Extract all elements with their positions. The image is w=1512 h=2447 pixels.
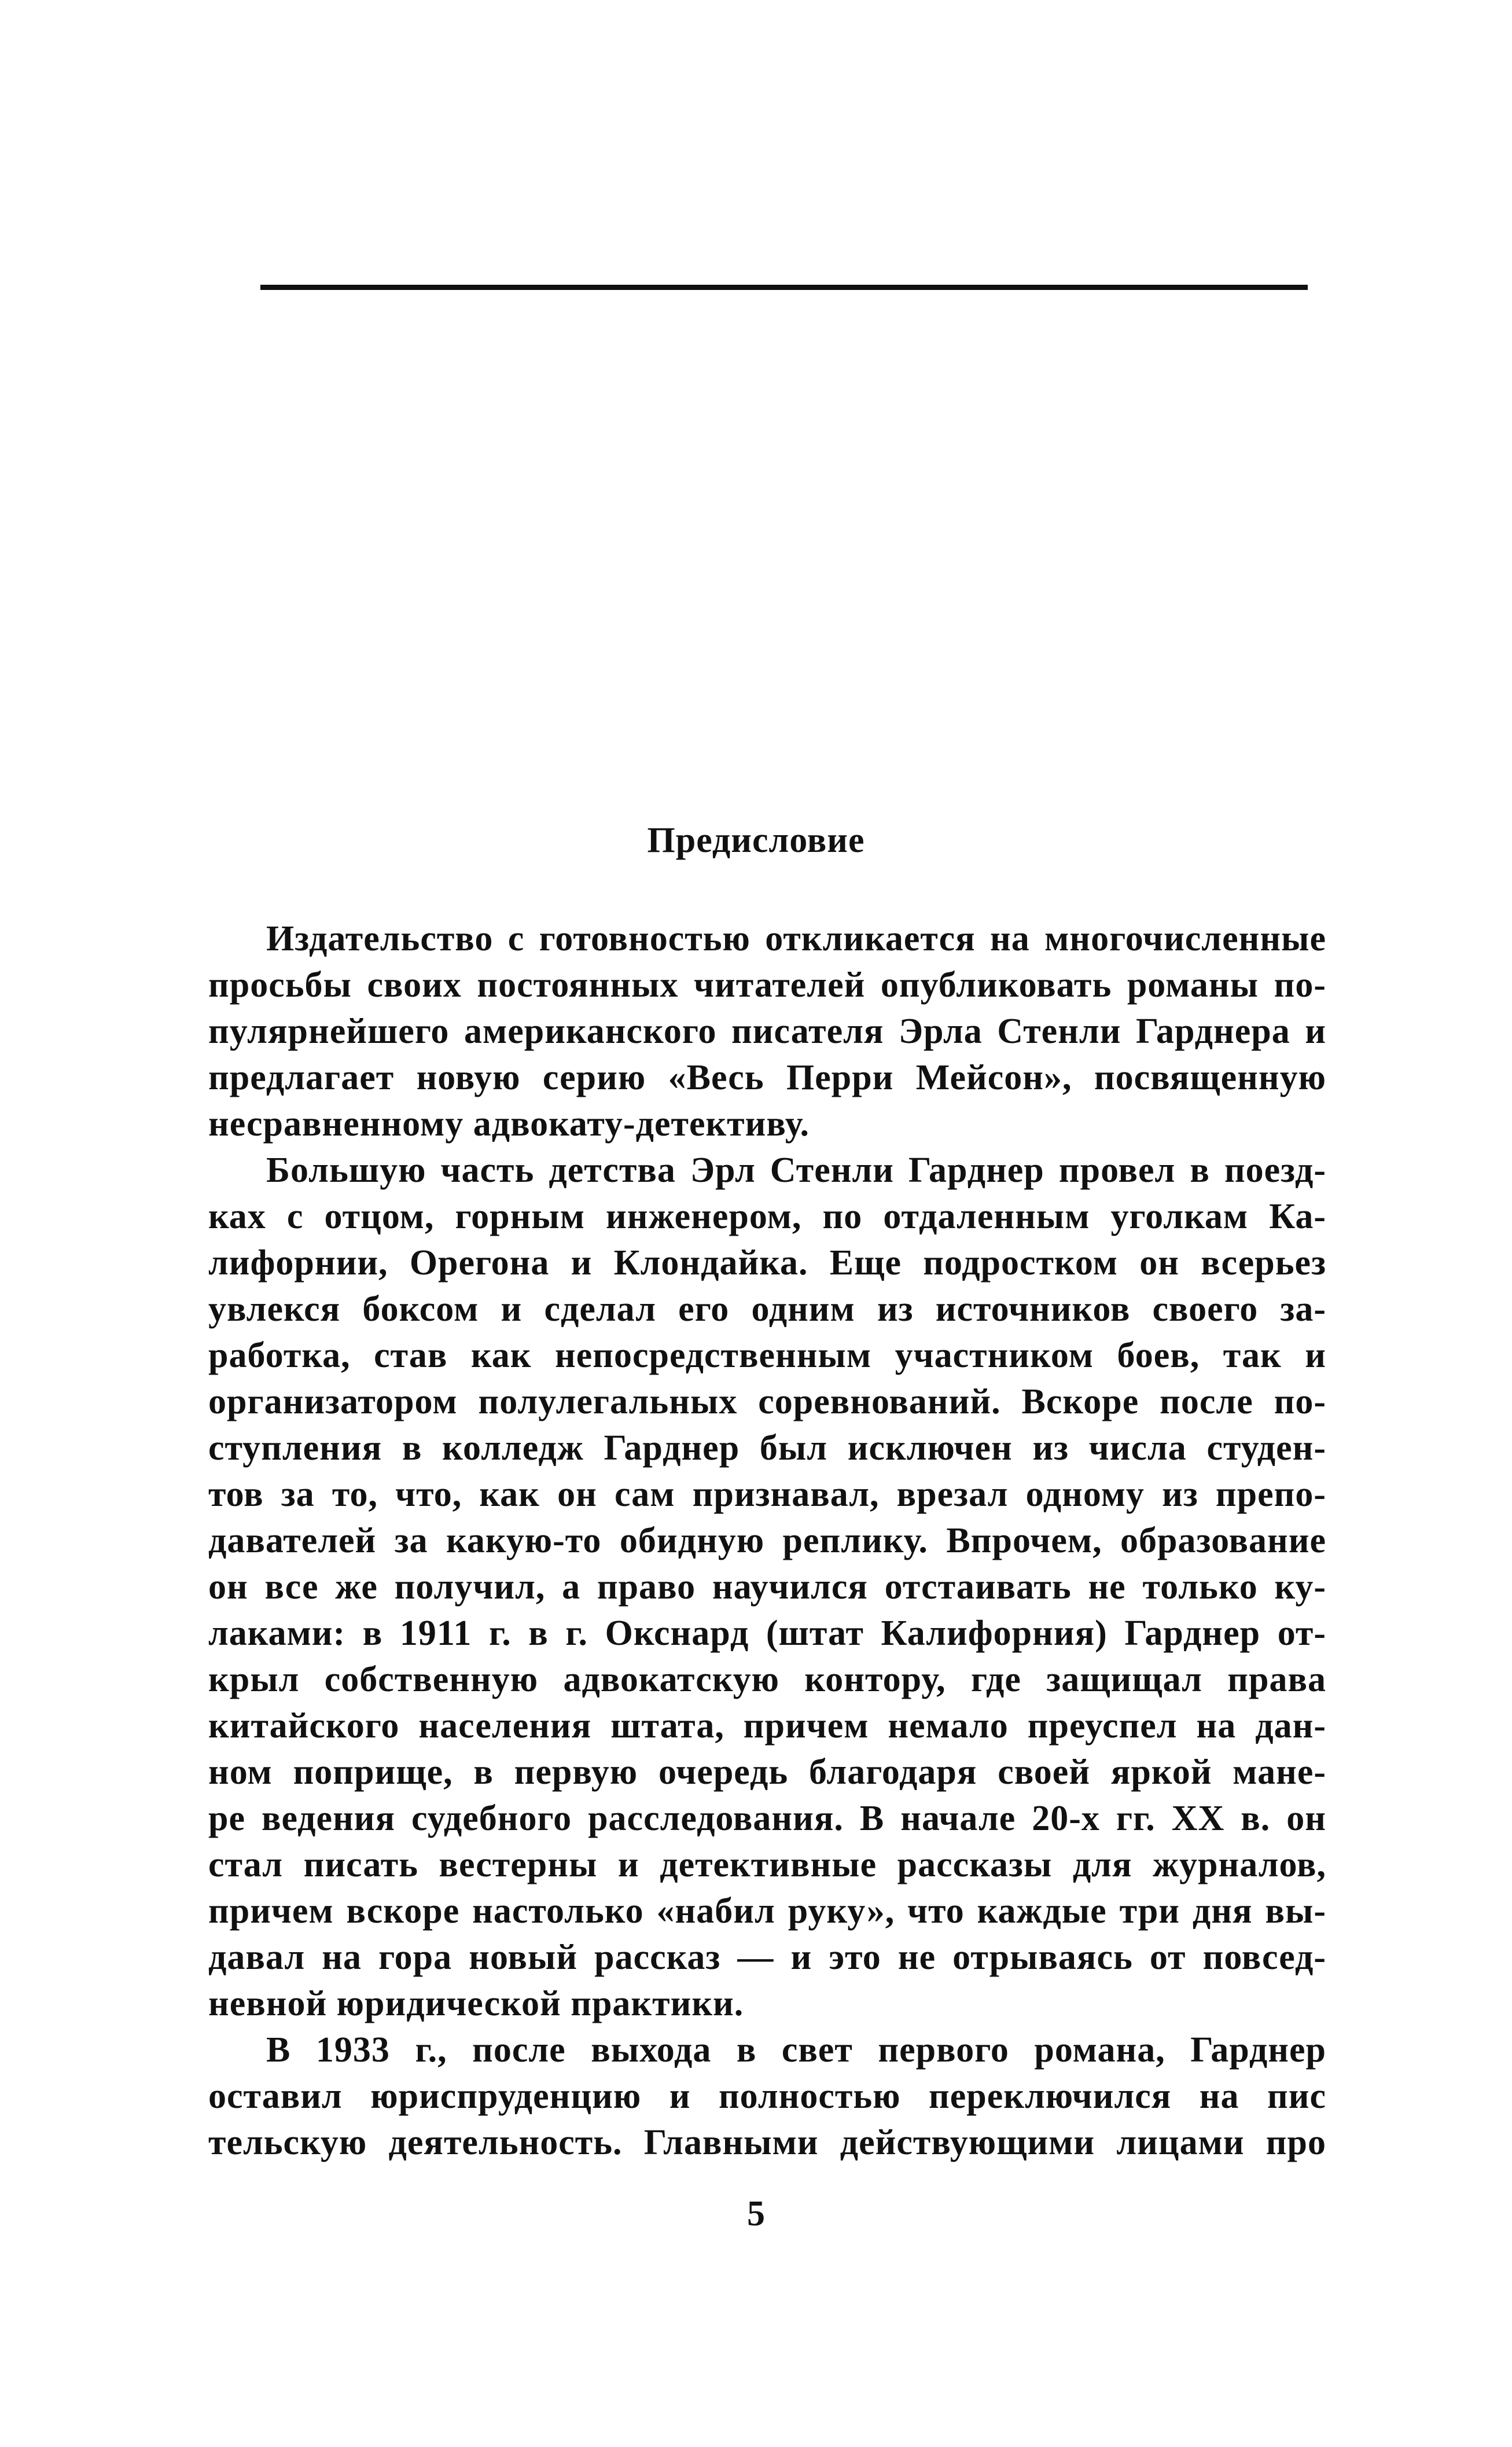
text-line: лаками: в 1911 г. в г. Окснард (штат Калифорния) Гарднер от- (208, 1614, 1326, 1653)
text-line: предлагает новую серию «Весь Перри Мейсон», посвященную (208, 1058, 1326, 1097)
text-line: ках с отцом, горным инженером, по отдаленным уголкам Ка- (208, 1197, 1326, 1236)
text-line: работка, став как непосредственным участником боев, так и (208, 1336, 1326, 1375)
text-line: он все же получил, а право научился отстаивать не только ку- (208, 1567, 1326, 1607)
text-line: В 1933 г., после выхода в свет первого романа, Гарднер (266, 2030, 1326, 2070)
text-line: тельскую деятельность. Главными действующими лицами про (208, 2123, 1326, 2162)
page-number: 5 (747, 2194, 765, 2233)
text-line: Большую часть детства Эрл Стенли Гарднер провел в поезд- (266, 1151, 1326, 1190)
header-rule (260, 285, 1308, 290)
text-line: оставил юриспруденцию и полностью переключился на пис (208, 2077, 1326, 2116)
text-line: увлекся боксом и сделал его одним из источников своего за- (208, 1289, 1326, 1329)
text-line: пулярнейшего американского писателя Эрла Стенли Гарднера и (208, 1012, 1326, 1051)
text-line: Издательство с готовностью откликается на многочисленные (266, 919, 1326, 958)
text-line: организатором полулегальных соревнований. Вскоре после по- (208, 1382, 1326, 1421)
text-line: ном поприще, в первую очередь благодаря своей яркой мане- (208, 1752, 1326, 1792)
text-line: давал на гора новый рассказ — и это не отрываясь от повсед- (208, 1938, 1326, 1977)
text-line: просьбы своих постоянных читателей опубликовать романы по- (208, 965, 1326, 1005)
text-line: стал писать вестерны и детективные рассказы для журналов, (208, 1845, 1326, 1884)
text-line: лифорнии, Орегона и Клондайка. Еще подростком он всерьез (208, 1243, 1326, 1283)
text-line: крыл собственную адвокатскую контору, где защищал права (208, 1660, 1326, 1699)
text-line: ре ведения судебного расследования. В начале 20-х гг. XX в. он (208, 1799, 1326, 1838)
text-line: невной юридической практики. (208, 1984, 744, 2023)
text-line: несравненному адвокату-детективу. (208, 1104, 810, 1144)
text-line: ступления в колледж Гарднер был исключен из числа студен- (208, 1428, 1326, 1468)
text-line: давателей за какую-то обидную реплику. Впрочем, образование (208, 1521, 1326, 1560)
body-text (208, 916, 1326, 2166)
chapter-heading: Предисловие (647, 821, 865, 860)
text-line: тов за то, что, как он сам признавал, врезал одному из препо- (208, 1475, 1326, 1514)
text-line: причем вскоре настолько «набил руку», что каждые три дня вы- (208, 1891, 1326, 1931)
text-line: китайского населения штата, причем немало преуспел на дан- (208, 1706, 1326, 1746)
